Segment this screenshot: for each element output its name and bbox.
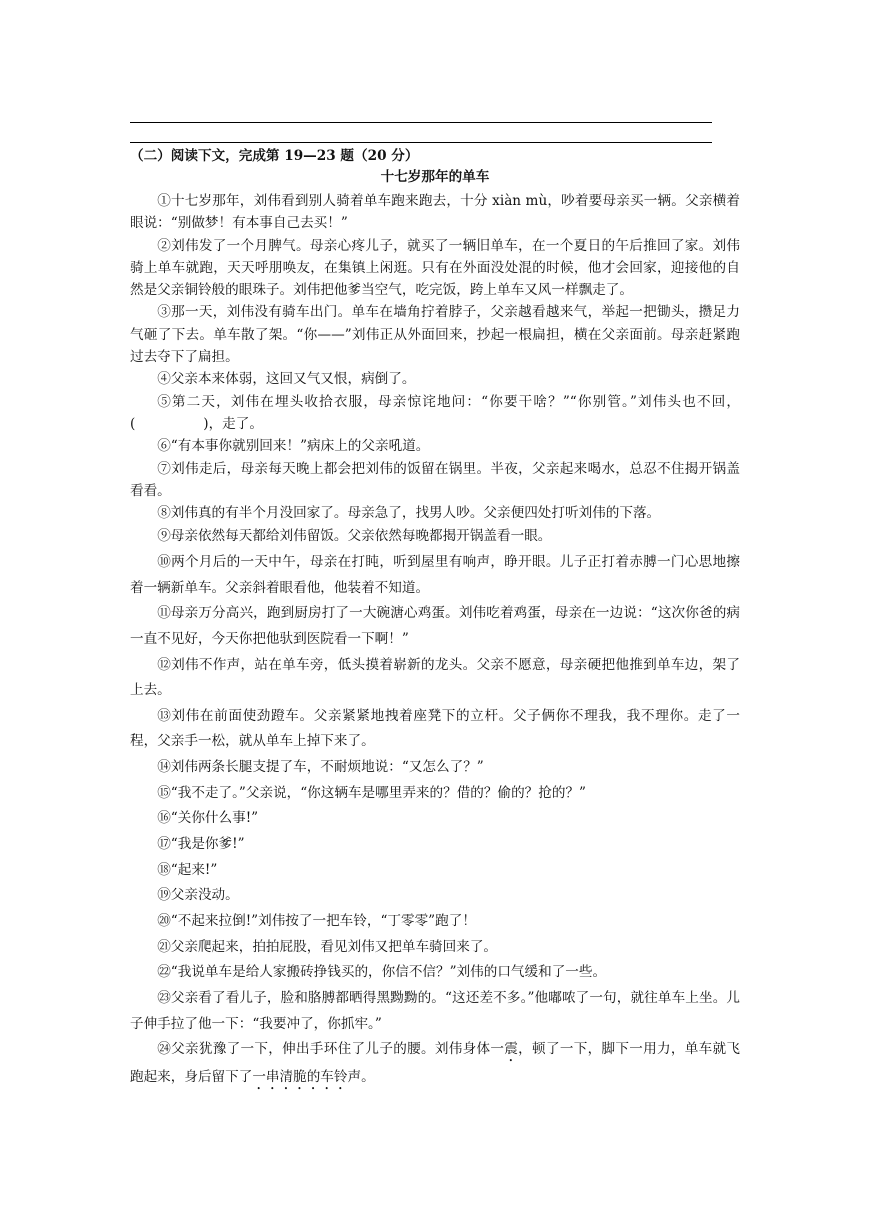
paragraph-1: ①十七岁那年，刘伟看到别人骑着单车跑来跑去，十分 xiàn mù，吵着要母亲买一辆。父亲横着眼说：“别做梦！有本事自己去买！”	[130, 193, 740, 232]
emphasized-word-zhen: 震	[504, 1041, 519, 1058]
paragraph-17: ⑰“我是你爹!”	[157, 835, 245, 852]
paragraph-14: ⑭刘伟两条长腿支提了车，不耐烦地说：“又怎么了？”	[157, 758, 484, 775]
paragraph-6: ⑥“有本事你就别回来！”病床上的父亲吼道。	[157, 438, 430, 455]
paragraph-8: ⑧刘伟真的有半个月没回家了。母亲急了，找男人吵。父亲便四处打听刘伟的下落。	[157, 505, 661, 522]
paragraph-21: ㉑父亲爬起来，拍拍屁股，看见刘伟又把单车骑回来了。	[157, 938, 498, 955]
paragraph-3: ③那一天，刘伟没有骑车出门。单车在墙角拧着脖子，父亲越看越来气，举起一把锄头，攒足力气砸了下去。单车散了架。“你——”刘伟正从外面回来，抄起一根扁担，横在父亲面前。母亲赶紧跑过去夺下了扁担。	[130, 304, 740, 366]
paragraph-22: ㉒“我说单车是给人家搬砖挣钱买的，你信不信？”刘伟的口气缓和了一些。	[157, 964, 607, 981]
paragraph-5: ⑤第二天，刘伟在埋头收拾衣服，母亲惊诧地问：“你要干啥？”“你别管。”刘伟头也不回，( )，走了。	[130, 393, 740, 432]
paragraph-23: ㉓父亲看了看儿子，脸和胳膊都晒得黑黝黝的。“这还差不多。”他嘟哝了一句，就往单车上坐。儿子伸手拉了他一下：“我要冲了，你抓牢。”	[130, 990, 740, 1032]
paragraph-16: ⑯“关你什么事!”	[157, 810, 259, 827]
section-heading: （二）阅读下文，完成第 19—23 题（20 分）	[130, 148, 419, 164]
paragraph-24-part-a: ㉔父亲犹豫了一下，伸出手环住了儿子的腰。刘伟身体一	[157, 1041, 505, 1058]
second-rule	[130, 142, 712, 143]
paragraph-7: ⑦刘伟走后，母亲每天晚上都会把刘伟的饭留在锅里。半夜，父亲起来喝水，总忍不住揭开锅盖看看。	[130, 460, 740, 499]
top-rule	[130, 122, 712, 123]
paragraph-10: ⑩两个月后的一天中午，母亲在打盹，听到屋里有响声，睁开眼。儿子正打着赤膊一门心思地擦着一辆新单车。父亲斜着眼看他，他装着不知道。	[130, 554, 740, 596]
paragraph-4: ④父亲本来体弱，这回又气又恨，病倒了。	[157, 371, 416, 388]
paragraph-24	[130, 1037, 740, 1093]
paragraph-20: ⑳“不起来拉倒!”刘伟按了一把车铃，“丁零零”跑了！	[157, 913, 476, 930]
paragraph-15: ⑮“我不走了。”父亲说，“你这辆车是哪里弄来的？借的？偷的？抢的？”	[157, 784, 586, 801]
paragraph-19: ⑲父亲没动。	[157, 887, 239, 904]
paragraph-11: ⑪母亲万分高兴，跑到厨房打了一大碗溏心鸡蛋。刘伟吃着鸡蛋，母亲在一边说：“这次你爸的病一直不见好，今天你把他驮到医院看一下啊！”	[130, 605, 740, 647]
paragraph-24-part-e: 声。	[347, 1069, 375, 1086]
paragraph-13: ⑬刘伟在前面使劲蹬车。父亲紧紧地拽着座凳下的立杆。父子俩你不理我，我不理你。走了一程，父亲手一松，就从单车上掉下来了。	[130, 707, 740, 750]
paragraph-9: ⑨母亲依然每天都给刘伟留饭。父亲依然每晚都揭开锅盖看一眼。	[157, 528, 552, 545]
emphasized-phrase-bell: 一串清脆的车铃	[252, 1069, 348, 1086]
paragraph-24-part-c: ，顿了一下，脚下一用力，单车就飞跑起来，身后留下了	[130, 1041, 741, 1086]
paragraph-2: ②刘伟发了一个月脾气。母亲心疼儿子，就买了一辆旧单车，在一个夏日的午后推回了家。刘伟骑上单车就跑，天天呼朋唤友，在集镇上闲逛。只有在外面没处混的时候，他才会回家，迎接他的自然是父亲铜铃般的眼珠子。刘伟把他爹当空气，吃完饭，跨上单车又风一样飘走了。	[130, 237, 740, 299]
paragraph-18: ⑱“起来!”	[157, 861, 218, 878]
passage-title: 十七岁那年的单车	[380, 169, 490, 185]
reading-passage	[130, 146, 740, 1093]
paragraph-12: ⑫刘伟不作声，站在单车旁，低头摸着崭新的龙头。父亲不愿意，母亲硬把他推到单车边，架了上去。	[130, 656, 740, 699]
